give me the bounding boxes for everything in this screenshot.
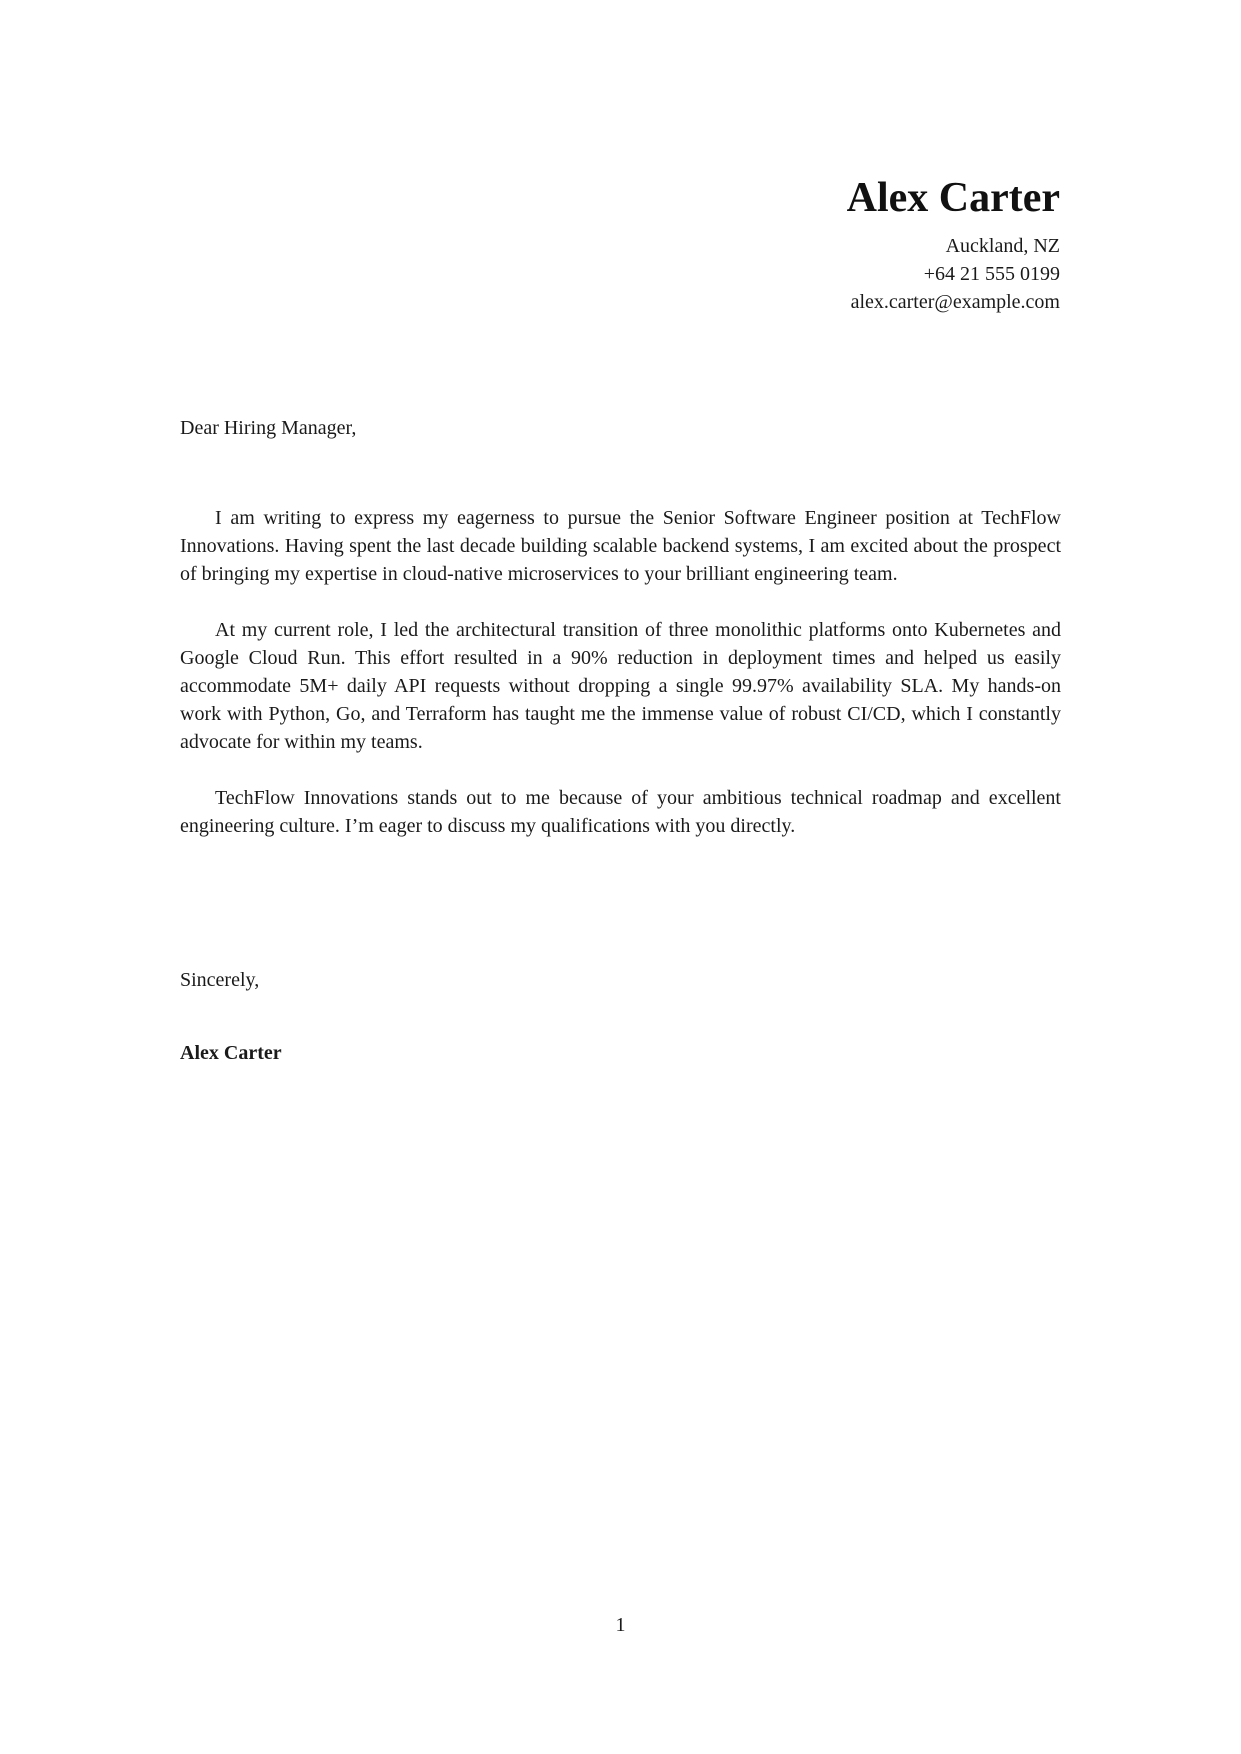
page-number: 1 — [615, 1614, 626, 1636]
salutation: Dear Hiring Manager, — [180, 417, 357, 439]
sender-email: alex.carter@example.com — [850, 291, 1060, 313]
body-paragraph: At my current role, I led the architectural transition of three monolithic platforms onto Kubernetes and Google Cloud Run. This effort resulted in a 90% reduction in deployment times and helped us easily accommodate 5M+ daily API requests without dropping a single 99.97% availability SLA. My hands-on work with Python, Go, and Terraform has taught me the immense value of robust CI/CD, which I constantly advocate for within my teams. — [180, 619, 1061, 753]
sender-name: Alex Carter — [846, 175, 1060, 221]
body-paragraph: I am writing to express my eagerness to pursue the Senior Software Engineer position at TechFlow Innovations. Having spent the last decade building scalable backend systems, I am excited about the prospect of bringing my expertise in cloud-native microservices to your brilliant engineering team. — [180, 507, 1061, 585]
body-paragraph: TechFlow Innovations stands out to me because of your ambitious technical roadmap and excellent engineering culture. I’m eager to discuss my qualifications with you directly. — [180, 787, 1061, 837]
sender-location: Auckland, NZ — [945, 235, 1060, 257]
sender-header — [847, 170, 1060, 316]
closing: Sincerely, — [180, 969, 260, 991]
signature-name: Alex Carter — [180, 1042, 282, 1064]
sender-phone: +64 21 555 0199 — [923, 263, 1060, 285]
letter-body — [180, 504, 1061, 868]
